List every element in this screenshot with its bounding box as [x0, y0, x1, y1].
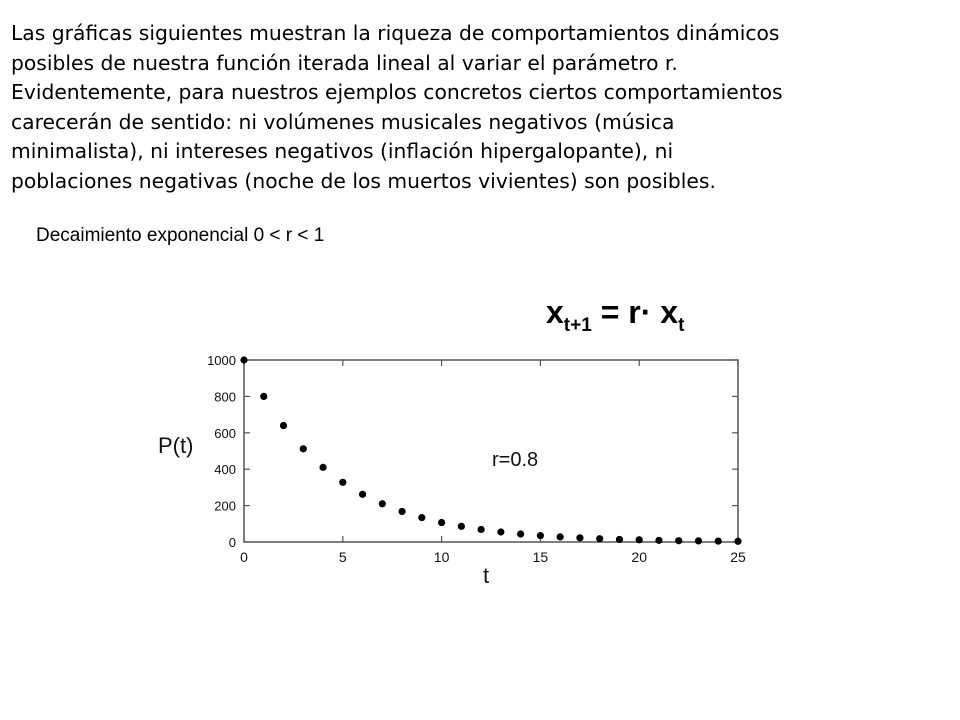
data-point [497, 528, 504, 535]
y-tick-label: 1000 [207, 353, 236, 368]
data-point [675, 537, 682, 544]
x-tick-label: 5 [338, 549, 347, 565]
data-point [418, 514, 425, 521]
intro-line: posibles de nuestra función iterada lineal al variar el parámetro r. [11, 50, 678, 75]
x-tick-label: 10 [433, 549, 450, 565]
y-axis-label: P(t) [158, 433, 194, 458]
data-point [260, 393, 267, 400]
data-point [537, 532, 544, 539]
x-tick-label: 15 [532, 549, 549, 565]
intro-line: minimalista), ni intereses negativos (inflación hipergalopante), ni [11, 139, 674, 163]
y-tick-label: 200 [214, 498, 236, 514]
data-point [517, 530, 524, 537]
formula-x: x [546, 294, 564, 330]
data-point [339, 479, 346, 486]
x-tick-label: 20 [631, 549, 647, 565]
x-tick-label: 25 [730, 549, 746, 565]
data-point [438, 519, 445, 526]
data-point [240, 356, 247, 363]
formula-middle: = r· x [591, 294, 679, 330]
data-point [596, 535, 603, 542]
intro-line: Las gráficas siguientes muestran la riqueza de comportamientos dinámicos [11, 21, 780, 45]
decay-chart [140, 340, 760, 590]
data-point [734, 538, 741, 545]
y-tick-label: 600 [214, 425, 236, 441]
data-point [576, 534, 583, 541]
formula-subscript-t: t [678, 315, 685, 336]
intro-line: Evidentemente, para nuestros ejemplos concretos ciertos comportamientos [11, 80, 783, 104]
plot-frame [244, 360, 738, 542]
data-point [557, 533, 564, 540]
y-tick-label: 400 [214, 462, 236, 478]
r-value-annotation: r=0.8 [492, 449, 539, 471]
data-point [319, 464, 326, 471]
data-point [280, 422, 287, 429]
y-tick-label: 800 [214, 389, 236, 405]
data-point [458, 523, 465, 530]
section-subtitle: Decaimiento exponencial 0 < r < 1 [36, 225, 325, 246]
recurrence-formula [546, 292, 684, 346]
x-axis-label: t [482, 563, 490, 588]
y-tick-label: 0 [228, 535, 236, 550]
data-point [379, 500, 386, 507]
data-point [398, 508, 405, 515]
y-axis-ticks [207, 353, 738, 550]
intro-line: poblaciones negativas (noche de los muertos vivientes) son posibles. [11, 168, 716, 193]
formula-subscript-t-plus-1: t+1 [563, 315, 592, 336]
data-point [300, 445, 307, 452]
intro-paragraph [11, 19, 946, 196]
data-points [240, 356, 741, 544]
data-point [616, 536, 623, 543]
data-point [478, 526, 485, 533]
x-tick-label: 0 [240, 549, 248, 565]
data-point [636, 536, 643, 543]
data-point [359, 491, 366, 498]
data-point [715, 537, 722, 544]
data-point [695, 537, 702, 544]
data-point [655, 537, 662, 544]
intro-line: carecerán de sentido: ni volúmenes musicales negativos (música [11, 109, 675, 134]
